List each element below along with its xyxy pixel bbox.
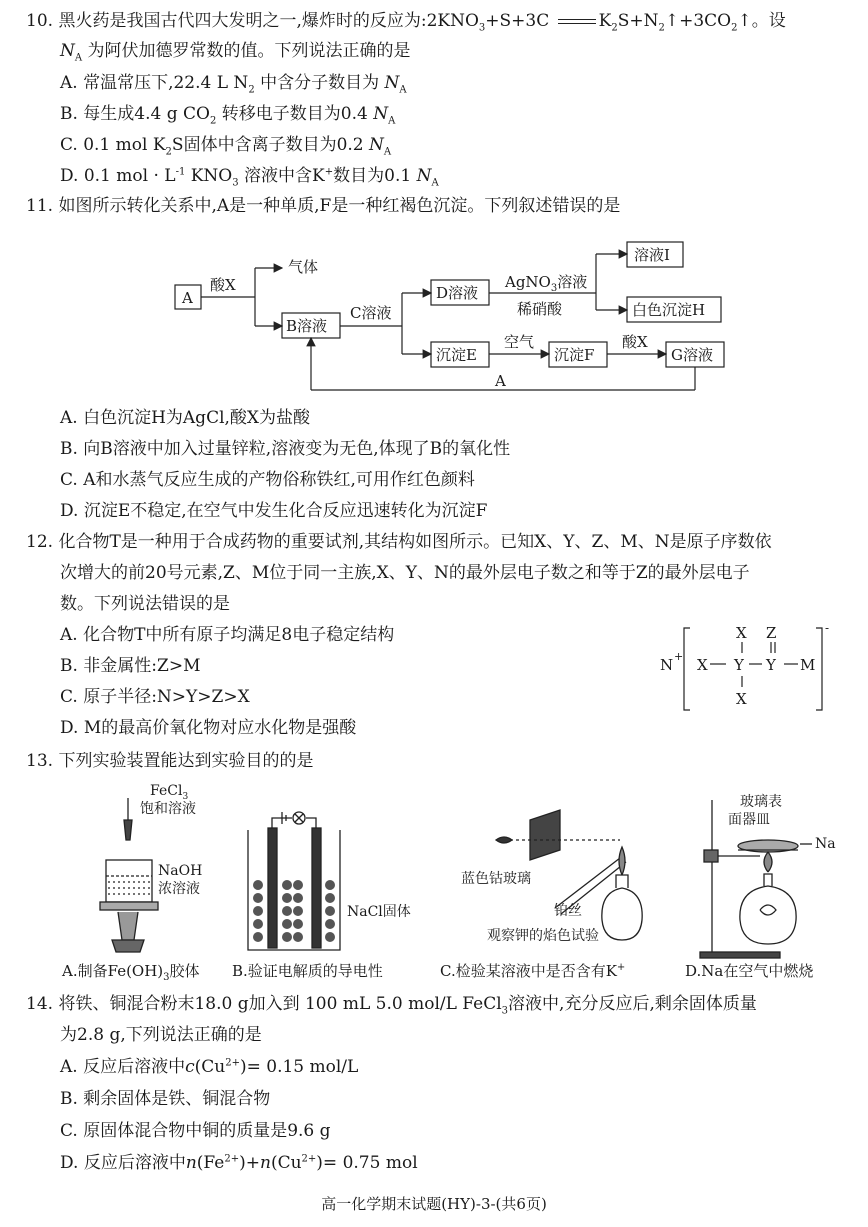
fig-d-caption: D.Na在空气中燃烧	[685, 962, 814, 980]
q14-option-c: C. 原固体混合物中铜的质量是9.6 g	[60, 1121, 331, 1141]
label-hno3: 稀硝酸	[517, 300, 563, 318]
subscript: 3	[478, 22, 486, 34]
text: N	[60, 41, 75, 61]
label-a2: A	[495, 372, 506, 390]
atom-x-top: X	[736, 624, 747, 642]
label-i: 溶液I	[634, 246, 670, 264]
fig-c-label-flame: 观察钾的焰色试验	[487, 928, 599, 944]
label-b: B溶液	[286, 317, 328, 335]
q13-stem: 13. 下列实验装置能达到实验目的的是	[26, 751, 314, 771]
text: N	[384, 73, 400, 93]
q12-option-c: C. 原子半径:N>Y>Z>X	[60, 687, 250, 707]
q11-option-c: C. A和水蒸气反应生成的产物俗称铁红,可用作红色颜料	[60, 470, 475, 490]
text: C. 0.1 mol K	[60, 135, 166, 155]
q12-option-b: B. 非金属性:Z>M	[60, 656, 201, 676]
q12-structure-diagram	[650, 620, 850, 720]
q10-option-b	[60, 103, 395, 125]
text: )+	[239, 1153, 260, 1173]
text: S+N	[617, 11, 659, 31]
text: 10. 黑火药是我国古代四大发明之一,爆炸时的反应为:2KNO	[26, 11, 479, 31]
superscript: 2+	[224, 1153, 240, 1165]
text: 数目为0.1	[333, 166, 412, 186]
subscript: A	[399, 84, 407, 96]
text: (Cu	[270, 1153, 302, 1173]
q13-apparatus-figures	[0, 780, 868, 983]
q10-option-c	[60, 134, 391, 156]
label-gas: 气体	[288, 258, 319, 276]
atom-y2: Y	[766, 656, 776, 674]
label-d: D溶液	[436, 284, 479, 302]
text: D. 反应后溶液中	[60, 1153, 186, 1173]
charge-minus: -	[825, 621, 830, 635]
equals-sign	[558, 19, 596, 24]
q10-option-a	[60, 72, 407, 94]
fig-a-label-fecl3: FeCl$_3$	[150, 783, 189, 802]
fig-a-label-naoh: NaOH	[158, 863, 203, 879]
text: N	[369, 135, 384, 155]
fig-b-caption: B.验证电解质的导电性	[232, 962, 383, 980]
subscript: A	[383, 146, 392, 158]
text: S固体中含离子数目为0.2	[171, 135, 364, 155]
fig-d-label-glass1: 玻璃表	[740, 794, 782, 810]
q10-line2	[60, 40, 411, 62]
label-acid-x: 酸X	[210, 276, 236, 294]
text: (Fe	[196, 1153, 225, 1173]
text: ↑。设	[737, 11, 786, 31]
subscript: 2	[209, 115, 217, 127]
label-acid-x2: 酸X	[622, 333, 648, 351]
text: )= 0.15 mol/L	[239, 1057, 359, 1077]
text: K	[598, 11, 612, 31]
atom-n: N	[660, 656, 674, 674]
q12-line1: 12. 化合物T是一种用于合成药物的重要试剂,其结构如图所示。已知X、Y、Z、M、N是原子序数依	[26, 532, 772, 552]
q12-option-a: A. 化合物T中所有原子均满足8电子稳定结构	[60, 625, 395, 645]
fig-d-label-glass2: 面器皿	[728, 812, 770, 828]
label-agno3: AgNO$_3$溶液	[505, 273, 588, 294]
subscript: 2	[248, 84, 255, 96]
text: A. 反应后溶液中	[60, 1057, 186, 1077]
superscript: 2+	[225, 1057, 240, 1069]
charge-plus: +	[674, 650, 684, 663]
q11-flow-diagram	[0, 232, 868, 402]
fig-a-label-saturated: 饱和溶液	[140, 801, 196, 817]
subscript: 3	[232, 177, 239, 189]
q12-line2: 次增大的前20号元素,Z、M位于同一主族,X、Y、N的最外层电子数之和等于Z的最外层电子	[60, 563, 750, 583]
q14-option-d	[60, 1152, 418, 1174]
q14-line1	[26, 993, 757, 1015]
label-a: A	[182, 289, 193, 307]
text: +S+3C	[485, 11, 550, 31]
subscript: A	[74, 52, 83, 64]
label-c: C溶液	[350, 304, 392, 322]
q12-line3: 数。下列说法错误的是	[60, 594, 230, 614]
subscript: 2	[165, 146, 172, 158]
text: D. 0.1 mol · L	[60, 166, 176, 186]
figure-a	[100, 798, 158, 952]
q14-option-a	[60, 1056, 358, 1078]
q11-option-b: B. 向B溶液中加入过量锌粒,溶液变为无色,体现了B的氧化性	[60, 439, 511, 459]
text: n	[185, 1153, 197, 1173]
subscript: 2	[611, 22, 618, 34]
text: c	[185, 1057, 195, 1077]
text: N	[416, 166, 432, 186]
subscript: 3	[501, 1005, 509, 1017]
superscript: -1	[175, 166, 186, 178]
atom-x-left: X	[697, 656, 708, 674]
atom-z: Z	[766, 624, 777, 642]
subscript: 2	[731, 22, 738, 34]
q12-option-d: D. M的最高价氧化物对应水化物是强酸	[60, 718, 357, 738]
label-e: 沉淀E	[436, 346, 477, 364]
fig-b-label-nacl: NaCl固体	[347, 904, 411, 920]
subscript: A	[431, 177, 439, 189]
fig-c-label-platinum: 铂丝	[554, 903, 582, 919]
text: 转移电子数目为0.4	[221, 104, 368, 124]
fig-a-label-conc: 浓溶液	[158, 881, 200, 897]
label-f: 沉淀F	[554, 346, 595, 364]
fig-d-label-na: Na	[815, 836, 836, 852]
text: 14. 将铁、铜混合粉末18.0 g加入到 100 mL 5.0 mol/L FeCl	[26, 994, 502, 1014]
page-footer: 高一化学期末试题(HY)-3-(共6页)	[321, 1195, 547, 1213]
nacl-granules	[253, 880, 335, 942]
text: N	[373, 104, 389, 124]
text: KNO	[190, 166, 233, 186]
text: A. 常温常压下,22.4 L N	[60, 73, 249, 93]
text: n	[260, 1153, 271, 1173]
atom-y1: Y	[734, 656, 744, 674]
text: (Cu	[194, 1057, 226, 1077]
atom-x-bottom: X	[736, 690, 747, 708]
text: )= 0.75 mol	[316, 1153, 418, 1173]
text: ↑+3CO	[664, 11, 732, 31]
subscript: 2	[658, 22, 665, 34]
superscript: 2+	[301, 1153, 317, 1165]
text: 溶液中,充分反应后,剩余固体质量	[508, 994, 757, 1014]
label-h: 白色沉淀H	[632, 301, 706, 319]
atom-m: M	[800, 656, 816, 674]
fig-c-caption: C.检验某溶液中是否含有K+	[440, 962, 626, 980]
q10-line1	[26, 10, 786, 32]
q14-line2: 为2.8 g,下列说法正确的是	[60, 1025, 262, 1045]
q11-option-a: A. 白色沉淀H为AgCl,酸X为盐酸	[60, 408, 311, 428]
text: 中含分子数目为	[260, 73, 380, 93]
q14-option-b: B. 剩余固体是铁、铜混合物	[60, 1089, 271, 1109]
figure-b	[248, 812, 340, 950]
text: B. 每生成4.4 g CO	[60, 104, 210, 124]
q11-option-d: D. 沉淀E不稳定,在空气中发生化合反应迅速转化为沉淀F	[60, 501, 488, 521]
subscript: A	[388, 115, 396, 127]
superscript: +	[324, 166, 334, 178]
text: 溶液中含K	[244, 166, 325, 186]
label-air: 空气	[504, 333, 535, 351]
q10-option-d	[60, 165, 439, 187]
fig-a-caption: A.制备$Fe(OH)_3$胶体	[62, 962, 200, 983]
q11-stem: 11. 如图所示转化关系中,A是一种单质,F是一种红褐色沉淀。下列叙述错误的是	[26, 196, 621, 216]
label-g: G溶液	[671, 346, 713, 364]
fig-c-label-cobalt: 蓝色钴玻璃	[461, 871, 531, 887]
text: 为阿伏加德罗常数的值。下列说法正确的是	[87, 41, 411, 61]
